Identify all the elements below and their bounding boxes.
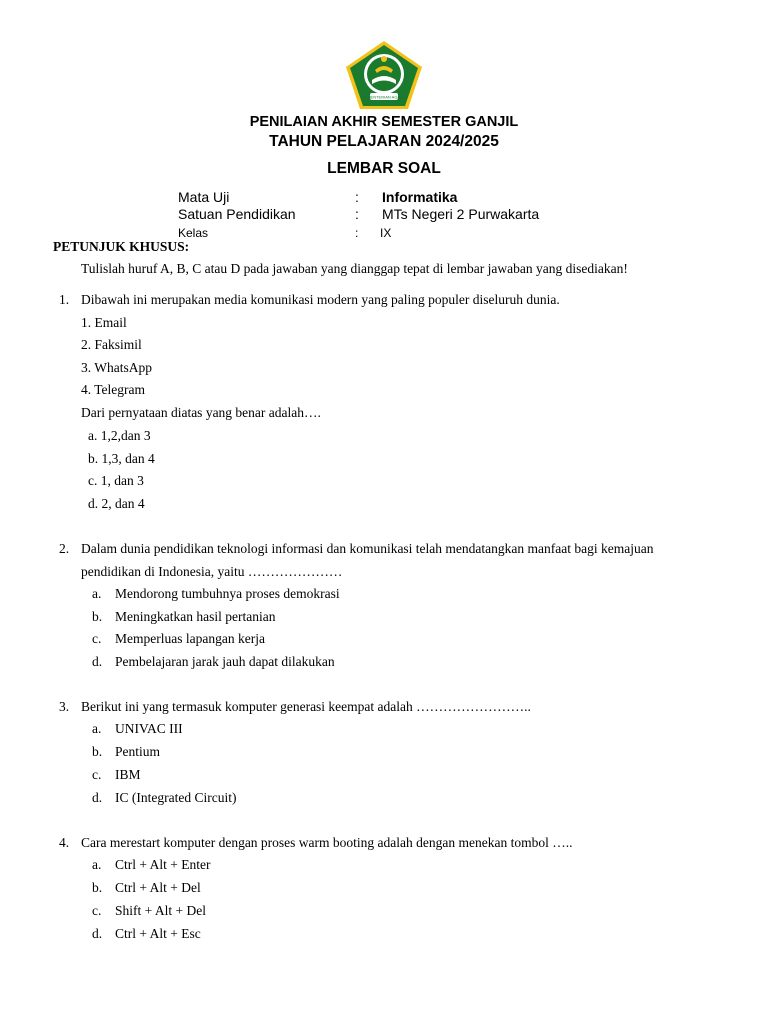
answer-option: a. 1,2,dan 3 — [88, 428, 151, 443]
option-letter: b. — [92, 880, 103, 895]
info-colon: : — [355, 189, 359, 205]
option-letter: b. — [92, 609, 103, 624]
option-letter: a. — [92, 586, 102, 601]
question-text: Cara merestart komputer dengan proses warm booting adalah dengan menekan tombol ….. — [81, 835, 573, 850]
info-value: MTs Negeri 2 Purwakarta — [382, 206, 540, 222]
question-text: Berikut ini yang termasuk komputer generasi keempat adalah …………………….. — [81, 699, 531, 714]
question-number: 1. — [59, 292, 70, 307]
info-label: Satuan Pendidikan — [178, 206, 296, 222]
option-text: Ctrl + Alt + Esc — [115, 926, 201, 941]
info-label: Mata Uji — [178, 189, 230, 205]
info-label: Kelas — [178, 226, 209, 240]
option-text: Ctrl + Alt + Del — [115, 880, 201, 895]
option-letter: c. — [92, 631, 102, 646]
question-text: pendidikan di Indonesia, yaitu ………………… — [81, 564, 343, 579]
option-text: Mendorong tumbuhnya proses demokrasi — [115, 586, 340, 601]
option-text: Meningkatkan hasil pertanian — [115, 609, 276, 624]
info-value: Informatika — [382, 189, 458, 205]
question-number: 3. — [59, 699, 70, 714]
option-text: UNIVAC III — [115, 721, 183, 736]
option-letter: c. — [92, 767, 102, 782]
title-sheet: LEMBAR SOAL — [327, 160, 441, 177]
statement-item: 1. Email — [81, 315, 127, 330]
question-text: Dalam dunia pendidikan teknologi informasi dan komunikasi telah mendatangkan manfaat bagi kemajuan — [81, 541, 654, 556]
info-colon: : — [355, 206, 359, 222]
option-text: Ctrl + Alt + Enter — [115, 857, 211, 872]
option-letter: d. — [92, 790, 103, 805]
answer-option: d. 2, dan 4 — [88, 496, 145, 511]
logo-text: KEMENTERIAN AGAMA — [361, 94, 407, 100]
instructions-heading: PETUNJUK KHUSUS: — [53, 239, 190, 254]
info-colon: : — [355, 226, 359, 240]
info-value: IX — [380, 226, 392, 240]
question-text: Dibawah ini merupakan media komunikasi modern yang paling populer diseluruh dunia. — [81, 292, 560, 307]
option-text: Pembelajaran jarak jauh dapat dilakukan — [115, 654, 335, 669]
option-letter: d. — [92, 654, 103, 669]
option-letter: d. — [92, 926, 103, 941]
option-letter: a. — [92, 721, 102, 736]
statement-item: 4. Telegram — [81, 382, 146, 397]
option-letter: c. — [92, 903, 102, 918]
question-number: 4. — [59, 835, 70, 850]
option-text: IC (Integrated Circuit) — [115, 790, 237, 805]
option-text: Pentium — [115, 744, 161, 759]
option-text: IBM — [115, 767, 141, 782]
option-letter: b. — [92, 744, 103, 759]
statement-item: 2. Faksimil — [81, 337, 142, 352]
answer-option: b. 1,3, dan 4 — [88, 451, 155, 466]
option-text: Memperluas lapangan kerja — [115, 631, 265, 646]
question-number: 2. — [59, 541, 70, 556]
option-letter: a. — [92, 857, 102, 872]
title-year: TAHUN PELAJARAN 2024/2025 — [269, 133, 499, 150]
statement-item: 3. WhatsApp — [81, 360, 152, 375]
title-semester: PENILAIAN AKHIR SEMESTER GANJIL — [249, 114, 519, 130]
kemenag-logo — [345, 40, 423, 110]
option-text: Shift + Alt + Del — [115, 903, 206, 918]
instructions-text: Tulislah huruf A, B, C atau D pada jawaban yang dianggap tepat di lembar jawaban yang disediakan! — [81, 261, 628, 276]
question-prompt: Dari pernyataan diatas yang benar adalah…. — [81, 405, 321, 420]
answer-option: c. 1, dan 3 — [88, 473, 144, 488]
